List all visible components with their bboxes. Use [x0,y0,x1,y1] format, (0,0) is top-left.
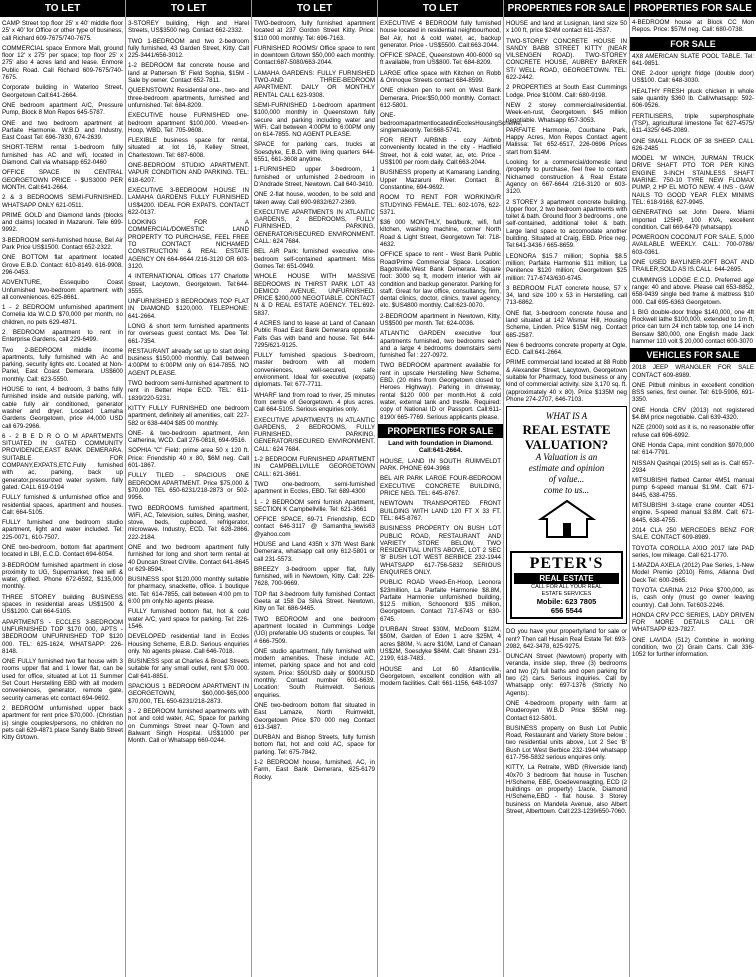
classified-ad: OFFICE SPACE, Queenstown 400-6000 sq ft available, from US$800. Tel: 684-8209. [380,52,501,67]
logo-sub: REAL ESTATE [514,573,619,584]
classified-ad: EXECUTIVE house FURNISHED one-bedroom apartment $100,000. Vreed-en-Hoop, WBD. Tel: 705-9608. [128,112,249,134]
classified-ad: 4X8 AMERICAN SLATE POOL TABLE. Tel: 641-9851. [632,52,754,67]
classified-ad: ONE 2-door upright fridge (double door) US$100. Call: 648-3030. [632,70,754,85]
classified-ad: MODEL 'M' WINCH, JURMAN TRUCK DRIVE SHAFT PTO TOR PER KING ENGINE 3-INCH STAINLESS SHAFT MARINE. 750-10 TYRE NEW FLOMAX PUMP, 2 HP EL MOTO NEW. 4 INS - GAW NAILS TO GOOD YEAR FLEX MINIMS TEL: 618-9168, 627-9945. [632,155,754,206]
classified-ad: CUMMINGS LODGE E.C.D. Preferred age range: 40 and above. Please call 653-8852, 658-9439 single bed frame & mattress $10 000. Call 695-6363 Georgetown. [632,276,754,306]
classified-ad: DEVELOPED residential land in Eccles Housing Scheme, E.B.D. Serious enquiries only. No agents please. Call 646-7018. [128,633,249,655]
logo-name: PETER'S [529,555,604,573]
valuation-ad [506,406,627,624]
classified-ad: ONE-bedroomapartmentlocatedinEcclesHousingScheme, singlemaleonly. Tel:668-5741. [380,112,523,134]
classified-ad: 2018 JEEP WRANGLER FOR SALE CONTACT 609-8989. [632,364,754,379]
ad-list [128,20,249,744]
classified-ad: ONE and two bedroom apartment fully furnished for long and short term rental at 40 Duncan Street C/Ville. Contact 641-8645 or 629-8594. [128,544,249,573]
logo-phone: Mobile: 623 7805 [536,597,597,607]
classified-ad: 1 - 2 BEDROOM unfurnished apartment Cornelia Ida W.C.D $70,000 per month, no children, no pets 629-4871. [2,304,123,326]
classified-ad: ONE Pitbull minibus in excellent condition BSS series, first owner. Tel: 619-5906, 691-3350. [632,381,754,404]
column-header: TO LET [126,0,251,17]
ad-line: of value... [548,474,585,485]
classified-ad: FULLY TILED - SPACIOUS ONE BEDROOM APARTMENT. Price $75,000 & $70,000 TEL 650-6231/218-2873 or 502-9956. [128,472,249,502]
classified-ad: 6 - 2 B E D R O O M APARTMENTS SITUATED IN GATED COMMUNITY PROVIDENCE,EAST BANK DEMERARA. SUITABLE FOR COMPANY,EXPATS,ETC.Fully furnished with ac, parking, back up generator,pressurized water system. fully gated. CALL 619-0194 [2,432,123,491]
classified-ad: SEMI-FURNISHED 1-bedroom apartment $100,000 monthly in Queenstown fully secure and parking including water and WiFi. Call between 4:00PM to 6:00PM only on 614-7855. NO AGENT PLEASE. [254,101,375,139]
classified-ad: HOUSE, LAND IN SOUTH RUIMVELDT PARK. PHONE 694-3968 [380,457,501,473]
classified-ad: ONE FULLY furnished two flat house with 3 rooms upper flat and 1 lower flat, can be used for office, situated at Lot 11 Summer Set Court Herstelling EBD with all modern conveniences, generator, remote gate, security cameras etc contact 694-9692. [2,658,123,702]
classified-ad: POMEROON COCONUT FOR SALE. 5,000 AVAILABLE WEEKLY. CALL: 700-0786/ 603-0361. [632,234,754,256]
ad-line: WHAT IS A [545,411,588,422]
classified-ad: ONE BOTTOM flat apartment located Grove E.B.D. Contact: 610-8149. 616-9908. 296-0453. [2,254,123,276]
classified-ad: APARTMENTS - ECCLES 3-BEDROOM UNFURNISHED TOP $170 000, APTS - 3BEDROOM UNFURNISHED TOP $120 000. TEL: 625-1624, WHATSAPP: 226-8148. [2,618,123,655]
classified-ad: HONDA CRV PCC SERIES, LADY DRIVEN FOR MORE DETAILS CALL OR WHATSAPP 623-7827. [632,611,754,634]
classified-ad: TOYOTA CARINA 212 Price $700,000, as is, cash only (must go owner leaving country). Call John. Tel:603-2246. [632,587,754,609]
classified-ad: MITSUBISHI 3-stage crane counter 4D51 engine, 5-speed manual $3.8M. Call: 671-8445, 638-4755. [632,502,754,524]
classified-ad: ONE two-bedroom, bottom flat apartment located in LBI, E.C.D. Contact 694-6054. [2,544,123,559]
classified-ad: NEW 2 storey commercial/residential. Week-en-rust, Georgetown. $45 million negotiable. Whatsapp 657-3053. [506,101,627,124]
column-header: PROPERTIES FOR SALE [630,0,756,17]
section-subtitle: Land with foundation in Diamond. Call:641-2664. [388,439,493,455]
classified-ad: 2 STOREY 3 apartment concrete building. Upper floor, 2 two bedroom apartments with toilet & bath. Ground floor 3 bedrooms , one self-contained, additional toilet & bath. Large land space to accomodate another building. Situated at Craig, EBD. Price neg. Tel:641-3436 / 665-8659. [506,198,627,250]
classified-ad: TWO BEDROOM apartment available for rent in upscale Herstelling New Scheme, EBD. (20 mins from Georgetown closed to Heroes Highway). Parking in driveway, rental $120 000 per month.Hot & cold water, external tank and trestle. Required: copy of National ID or Passport. Call:611-8190/ 665-7769. Serious applicants please. [380,362,501,421]
classified-ad: DO you have your property/land for sale or rent? Then call Husain Real Estate Tel: 693-2982, 642-3478, 625-9275. [506,628,627,650]
column-header: TO LET [378,0,503,17]
classified-ad: FOR RENT AIRBNB - cozy Airbnb conveniently located in the city - Hadfield Street, hot & cold water, ac, etc. Price - US$100 per room daily. Call:663-2044. [380,137,501,167]
classified-ad: BUSINESS spot at Charles & Broad Streets suitable for any small outlet, rent $70 000. Call 641-8851. [128,658,249,680]
ad-list [380,458,501,688]
column-1 [0,0,126,977]
classified-ad: CAMP Street top floor 25' x 40' middle floor 25' x 40' for Office or other type of business, call Richard 609-7675/740-7675. [2,20,123,42]
classified-ad: PUBLIC ROAD Vreed-En-Hoop, Leonora $23million, La Parfaite Harmonie $8.8M, Parfaite Harmonie unfurnished building, $12.5 million, Schoonord $35 million, Georgetown. Contact 717-6743 or 630-6745. [380,579,501,623]
classified-ad: HOUSE and Lot 60 Atlanticville, Georgetown, excellent condition with all modern facilities. Call: 661-1156, 648-1037 [380,665,501,688]
classified-ad: NEWTOWN TRANSPORTED FRONT BUILDING WITH LAND 120 FT X 33 FT. TEL: 645-8767. [380,500,501,522]
logo-tag: ESTATE SERVICES [541,590,592,597]
classified-ad: TWO-STOREY CONCRETE HOUSE IN SANDY BABB STREET KITTY (NEAR VILSENGEN ROAD). TWO-STOREY CONCRETE HOUSE, AUBREY BARKER ST/ WELL ROAD, GEORGETOWN. TEL: 622-2442. [506,37,627,82]
classified-ad: TWO one-bedroom, semi-furnished apartment in Eccles, EBD. Tel: 689-4300 [254,480,375,496]
classified-ad: LONG & short term furnished apartments for overseas guest contact Ms. Dee Tel: 661-7354. [128,322,249,345]
classified-ad: ONE chicken pen to rent on West Bank Demerara. Price:$50,000 monthly. Contact: 612-5801. [380,87,501,109]
classified-ad: ONE 4-bedroom property with farm at Pouderoyen W.B.D Price $55M neg. Contact 612-5801. [506,699,627,722]
classified-ad: LOOKING FOR A COMMERCIAL/DOMESTIC LAND PROPERTY TO PURCHASE, FEEL FREE TO CONTACT NICHAMED CONSTRUCTION & REAL ESTATE AGENCY ON 664-6644 /216-3120 OR 603-3120. [128,219,249,270]
classified-ad: LEONORA $15.7 million; Sophia $8.5 million; Parfaite Harmonie $11 million; La Penitence $120 million; Georgetown $25 million: 717-6743/630-6745. [506,252,627,282]
ad-list [632,19,754,34]
classified-ad: 3-BEDROOM semi-furnished house, Bel Air Park Price US$1500. Contact 652-2322. [2,236,123,252]
classified-ad: HEALTHY FRESH pluck chicken in whole sale quantity $360 lb. Call/whatsapp: 592-606-9526. [632,87,754,110]
classified-ad: 1-MAZDA AXELA (2012) Pae Series, 1-New Model Premio (2010) Rims, Allanna Dvd Deck Tel: 600-2665. [632,562,754,584]
ad-list [632,364,754,658]
classified-ad: ONE Honda CRV (2013) not registered $4.8M price negotiable. Call 639-4320. [632,406,754,422]
classified-ad: 1 - 2 BEDROOM semi furnish Apartment, SECTION K Campbellville. Tel: 621-3661 [254,498,375,513]
classified-ad: 4 INTERNATIONAL Offices 177 Charlotte Street, Lacytown, Georgetown. Tel:644-3555. [128,273,249,295]
classified-ad: ADVENTURE, Essequibo Coast Unfurnished two-bedroom apartment with all conveniences. 625-8661. [2,279,123,301]
classified-ad: RESTAURANT already set up to start doing business $150,000 monthly. Call between 4:00PM to 6:00PM only on 614-7855. NO AGENT PLEASE. [128,347,249,377]
classified-ad: TWO 1-BEDROOM and two 2-bedroom fully furnished, 43 Garden Street, Kitty. Call 225-3441/656-3012. [128,37,249,60]
classified-ad: OFFICE space to rent - West Bank Public Road/Prime Commercial Space. Location: Bagotsville,West Bank Demerara. Square foot: 3000 sq ft, modern interior with air condition and backup generator. Parking for staff. Great for law office, consultancy, firm, dental clinics, doctor, clinics, travel agency, etc. $US4800 monthly. Call:623-0070. [380,251,501,310]
classified-ad: BEL AIR PARK LARGE FOUR-BEDROOM EXECUTIVE CONCRETE BUILDING, PRICE NEG. TEL: 645-8767. [380,475,501,498]
ad-list [2,20,123,741]
classified-ad: 2014 CLA 250 MERCEDES BENZ FOR SALE. CONTACT 609-8989. [632,526,754,542]
classified-ad: Two 2-BEDROOM middle income apartments, fully furnished with Ac and parking, security lights etc. Located at Non-Pariel, East Coast Demerara. US$600 monthly. Call: 623-5550. [2,346,123,383]
classified-ad: PRIME GOLD and Diamond lands (blocks and claims) located in Mazaruni. Tele 699-9992. [2,211,123,234]
classified-ad: KITTY FULLY FURNISHED one bedroom apartment, definitely all amenities, call: 227-582 or 638-4404 $85 00 monthly. [128,404,249,427]
classified-ad: HOUSE and land at Lusignan, land size 50 x 100 ft, price $24M contact 611-2537. [506,20,627,35]
classified-ad: OFFICE SPACE IN CENTRAL GEORGETOWN PRICE - $US3000 PER MONTH. Call:641-2664. [2,169,123,191]
ad-line: VALUATION? [524,437,609,453]
classified-ad: FULLY furnished bottom flat, hot & cold water A/C, yard space for parking. Tel: 226-1546. [128,608,249,630]
classified-ad: EXECUTIVE 4 BEDROOM fully furnished house located in residential neighbourhood, Bel Air, hot & cold water, ac, backup generator. Price - US$5500. Call:663-2044. [380,20,501,49]
classified-ad: ONE two-bedroom bottom flat situated in East Lamaze, North Ruimveldt, Georgetown Price $70 000 neg Contact 613-3487. [254,701,375,731]
classified-ad: FERTILISERS, triple superphosphate (TSP), agricultural limestone Tel: 627-4575/ 611-4325/ 645-2089. [632,112,754,135]
classified-ad: TWO-bedroom, fully furnished apartment located at 237 Gordon Street Kitty. Price: $110 000 monthly. Tel: 696-7163. [254,20,375,42]
classified-ad: EXECUTIVE 3-BEDROOM HOUSE IN LAMAHA GARDENS FULLY FURNISHED US$4200. IDEAL FOR EXPATS. CONTACT 622-0137. [128,186,249,216]
ad-line: estimate and opinion [528,463,605,474]
ad-list [506,628,627,815]
classified-ad: HOUSE to rent, 4 bedroom, 3 baths fully furnished inside and outside parking, wifi, cable fully air conditioned, generator washer and dryer. Located Lamaha Gardens Georgetown, price #4,000 USD call 679-2966. [2,386,123,430]
column-5 [504,0,630,977]
classified-ad: Looking for a commercial/domestic land /property to purchase, feel free to contact Nichamed construction & Real Estate Agency on 667-6644 /216-3120 or 603-3120. [506,159,627,196]
classified-ad: 1-2 BEDROOM flat concrete house and land at Pattersen 'B' Field Sophia, $15M - Sale by owner. Contact 652-7811. [128,62,249,85]
classified-ad: 3 BEDROOM FLAT concrete house, 57 x 34, land size 100 x 53 in Herstelling, call 713-6862. [506,284,627,307]
classified-ad: PRIME commercial land located at 88 Robb & Alexander Street, Lacytown, Georgetown suitable for Pharmacy, food business or any kind of commercial activity. size 3,170 sq. ft. (approximately 40 x 80). Price $135M neg Phone 274-2707, 646-7103. [506,359,627,403]
classified-ad: SOPHIA "C" Field: prime area 50 x 120 ft. Price: Friendship 40 x 80, $6M neg. Call 601-1867. [128,447,249,470]
classified-ad: TOP flat 3-bedroom fully furnished Contact Geeta at 158 Da Silva Street. Newtown, Kitty on Tel: 686-9465. [254,590,375,613]
classified-ad: KITTY, La Retraite, WBD (Riverside land) 40x70 3 bedroom flat house in Tuschen H/Scheme, EBE, Goedeverwagting, ECD (2 buildings on property) 1/acre, Diamond H/Scheme,EBD - flat house. 3 Storey business on Mandela Avenue, also Albert Street, Alberttown. Call:223-1239/650-7060. [506,764,627,816]
classified-ad: 2 BEDROOM unfurnished upper back apartment for rent price $70,000. (Christian is) single couples/persons, no children no pets call 629-4871 place Sandy Babb Street Kitty Gt/town. [2,704,123,742]
logo-tag: CALL FOR ALL YOUR REAL [531,584,602,591]
classified-ad: ONE SMALL FLOCK OF 38 SHEEP. CALL 626-2485 [632,137,754,152]
column-header: PROPERTIES FOR SALE [504,0,629,17]
classified-ad: THREE STOREY building BUSINESS spaces in residential areas US$1500 & US$1200. Call 664-5105. [2,593,123,616]
classified-ad: ROOM TO RENT FOR WORKING/R STUDYING FEMALE. TEL: 602-1076, 622-5371. [380,194,501,216]
classified-ad: ONE LAVIDA (512) Combine in working condition, two (2) Grain Carts. Call 336-1052 for further information. [632,636,754,659]
house-icon [537,499,597,539]
classified-ad: ATLANTIC GARDEN executive four apartments furnished, two bedrooms each and a large 4 bedrooms downstairs semi furnished Tel : 227-0972. [380,330,501,360]
vehicles-header: VEHICLES FOR SALE [630,348,756,362]
classified-ad: TWO BEDROOMS furnished apartment, WiFi, AC, Television, suites, Dining, washer, stove, beds, cupboard, refrigerator, microwave. Industry, ECD. Tel: 628-2866. 222-2184. [128,504,249,541]
ad-list [632,53,754,346]
classified-ad: New 6 bedrooms concrete property at Ogle, ECD. Call:641-2664. [506,341,627,357]
classified-ad: UNFURNISHED 3 BEDROOMS TOP FLAT IN DIAMOND $120,000. TELEPHONE: 641-2664. [128,298,249,320]
classified-ad: TOYOTA COROLLA AXIO 2017 late PAD series, low mileage. Call 621-1770. [632,544,754,559]
classified-ad: BREEZY 3-bedroom upper flat, fully furnished, wifi in Newtown, Kitty. Call: 226-7628, 700-9669. [254,565,375,588]
classified-ad: SPACIOUS 1 BEDROOM APARTMENT IN GEORGETOWN, $60,000-$65,000 $70,000, TEL 650-6231/218-2873. [128,683,249,705]
classified-ad: ONE 2-flat house, wooden, to be sold and taken away. Call 690-9832/627-2369. [254,191,375,206]
classified-ad: 1-FURNISHED upper 3-bedroom, 1 furnished or unfurnished 2-bedroom in D'Andrade Street, Newtown. Call 640-3410. [254,166,375,188]
classified-ad: 3-BEDROOM furnished apartment in close proximity to UG, Supermarket, free wifi & water, grilled. Phone 672-6592, $135,000 monthly. [2,561,123,591]
classified-ad: COMMERCIAL space Enmore Mall, ground floor 12' x 275' per space; top floor 25' x 275' also 4 acres land and lease. Enmore Public Road. Call Richard 609-7675/740-7675. [2,44,123,82]
column-6 [630,0,756,977]
logo-phone: 656 5544 [550,606,583,616]
classified-ad: ONE studio apartment, fully furnished with modern amenities. These include AC, internet, parking space and hot and cold system. Price: $50USD daily or $900USD monthly. Contact number 601-6639. Location: South Ruimveldt. Serious enquiries. [254,647,375,699]
classified-ad: BUSINESS property at Kamarang Landing, Upper Mazaruni River. Contact B. Constantine, 694-9692. [380,169,501,191]
column-4 [378,0,523,977]
classified-ad: BUSINESS PROPERTY ON BUSH LOT PUBLIC ROAD, RESTAURANT AND VARIETY STORE BELOW, TWO RESIDENTIAL UNITS ABOVE, LOT 2 SEC 'B' BUSH LOT WEST BERBICE 232-1944 WHATSAPP 617-756-5832 SERIOUS ENQUIRES ONLY. [380,525,501,576]
properties-header: PROPERTIES FOR SALE [378,424,503,438]
classified-ad: FULLY furnished one bedroom studio apartment, light and water included. Tel: 225-0071, 610-7507. [2,519,123,541]
classified-ad: NZE (2000) sold as it is, no reasonable offer refuse call 696-6992. [632,424,754,439]
classified-ad: FULLY furnished spacious 3-bedroom, master bedroom with all modern conveniences, well-secured, safe environment. Ideal for executive (expats) diplomats. Tel: 677-7711. [254,352,375,389]
ad-list [254,20,375,781]
classified-ad: WHARF land from road to river, 25 minutes from centre of Georgetown. 4 plus acres. Call 664-5105. Serious enquiries only. [254,391,375,414]
classified-ad: ONE USED BAYLINER-20FT BOAT AND TRAILER,SOLD AS IS.CALL: 644-2695. [632,259,754,274]
classified-ad: 2 PROPERTIES at South East Cummings Lodge. Price $100M. Call: 680-9198. [506,84,627,99]
classified-ad: 4-BEDROOM house at Block CC Mon Repos. Price: $57M neg. Call: 680-0738. [632,19,754,34]
classified-ad: OFFICE SPACE, 69-71 Friendship, ECD contact 646-3117 @ Samantha_lewis63 @yahoo.com [254,516,375,538]
classified-ad: ONE flat, 3-bedroom concrete house and land situated at 142 Wismar Hill, Housing Scheme, Linden. Price $15M neg. Contact 685-2587. [506,309,627,339]
column-header: TO LET [0,0,125,17]
column-header: TO LET [252,0,377,17]
classified-ad: BEL AIR Park: furnished executive one-bedroom self-contained apartment. Miss Gomes Tel: 651-0949. [254,248,375,270]
classified-ad: GENERATING set John Deere. Miami imported 125HP, 100 KVA, excellent condition. Call 669-6479 (whatsapp). [632,209,754,231]
classified-ad: ONE bedroom apartment A/C, Pressure Pump, Block 8 Mon Repos 645-5787. [2,101,123,117]
classified-ad: BUSINESS spot $120,000 monthly suitable for pharmacy, snackette, office. 1 boutique etc. Tel: 614-7855, call between 4:00 pm to 6:00 pm only.No agents please. [128,576,249,606]
ad-list [380,20,523,421]
classified-ad: SHORT-TERM rental 1-bedroom fully furnished has AC and wifi, located in Diamond. Call via whatsapp 652-0460 [2,144,123,167]
classified-ad: TWO bedroom semi-furnished apartment to rent in Better Hope ECD. TEL: 611-1839/220-5231. [128,380,249,402]
classified-ad: 2 BEDROOM apartment to rent in Enterprise Gardens, call 229-6499. [2,328,123,344]
classified-ad: DURBAN and Bishop Streets, fully furnish bottom flat, hot and cold AC, space for parking. Tel: 675-7842. [254,734,375,756]
classified-ad: 1 BIG double-door fridge $140,000, one 4ft Rockwell lathe $100,000, extended to 1m ft, price can turn 24 inch table top, one 14 inch Bensaw $80,000, one English made Jack hammer 110 volt $ 20,000 contact 600-3070 [632,308,754,345]
classified-ad: 2-BEDROOM apartment in Newtown, Kitty. US$500 per month. Tel: 624-0036. [380,312,501,327]
classified-ad: LARGE office space with Kitchen on Robb & Orinoque Streets contact 684-8599. [380,69,501,85]
classified-ad: HOUSE and Land 435ft x 37ft West Bank Demerara, whatsapp call only 612-5801 or call 231-5573. [254,541,375,563]
column-3 [252,0,378,977]
column-2 [126,0,252,977]
classified-ad: QUEENSTOWN: Residential one-, two- and three-bedroom apartments, furnished and unfurnished. Tel: 684-8209. [128,87,249,109]
classified-ad: DUNCAN Street (Newtown) property with veranda, inside step, three (3) bedrooms and two (2) full baths and open parking for two (2) cars. Serious inquiries. Call by Whatsapp only: 697-1376 (Strictly No Agents). [506,653,627,697]
classified-ad: ONE and two bedroom apartment at Parfaite Harmonie. W.B.D and Industry, East Coast Tel: 696-7830, 674-2639. [2,119,123,142]
ad-line: REAL ESTATE [522,422,611,438]
ad-line: A Valuation is an [535,452,598,463]
classified-ad: MITSUBISHI flatbed Canter 4M51 manual pump 6-speed manual $1.9M. Call: 671-8445, 638-4755. [632,477,754,499]
classified-ad: FULLY furnished & unfurnished office and residential spaces, apartment and houses. Call: 664-5105. [2,494,123,516]
classified-ad: 1-2 BEDROOM house, furnished, AC, in Farm, East Bank Demerara, 625-6179 Rocky. [254,759,375,781]
classified-ad: WHOLE HOUSE WITH MASSIVE BEDROOMS IN THIRST PARK LOT 43 DEMICO AVENUE, UNFURNISHED. PRICE $200,000 NEGOTIABLE. CONTACT N & D REAL ESTATE AGENCY. TEL:692-5837. [254,273,375,317]
classified-ad: Corporate building in Waterloo Street, Georgetown Call:641-2664. [2,84,123,99]
for-sale-header: FOR SALE [630,37,756,51]
classified-ad: EXECUTIVE APARTMENTS IN ATLANTIC GARDENS, 2 BEDROOMS, FULLY FURNISHED, PARKING, GENERATOR/SECURED ENVIRONMENT. CALL: 624 7684. [254,416,375,453]
classified-ad: ONE- & two-bedroom apartment, Ann Catherina, WCD. Call 276-0818, 694-9516. [128,429,249,445]
classified-ad: TWO BEDROOM and one bedroom apartment located in Cummings Lodge (UG) preferable UG students or couples. Tel # 666-7509. [254,615,375,645]
classified-ad: 4 ACRES land to lease at Land of Canaan Public Road East Bank Demerara opposite Falls Gas with band and house. Tel: 644-7295/621-9125. [254,319,375,349]
classified-ad: FURNISHED ROOMS/ Office space to rent in downtown G/town $50,000 each monthly. Contact:687-5080/663-2044. [254,44,375,67]
classified-ad: D'URBAN Street $30M, McDoom $12M, $50M, Garden of Eden 1 acre $25M, 4 acres $80M, ¼ acre $10M, Land of Canaan US$2M, Soesdyke $84M. Call: Shawn 231-2199, 618-7483. [380,626,501,663]
classified-ad: LAMAHA GARDENS: FULLY FURNISHED TWO-AND THREE-BEDROOM APARTMENT. DAILY OR MONTHLY RENTAL CALL 623-9308. [254,69,375,99]
ad-list [506,20,627,403]
classified-ad: 3 - 2 BEDROOM furnished apartments with hot and cold water, AC, Space for parking on Cummings Street near Q-Town and Balwant Singh Hospital. US$1000 per Month. Call or Whatsapp 660-0244. [128,707,249,745]
classified-ad: 1-2 BEDROOM FURNISHED APARTMENT IN CAMPBELLVILLE GEORGETOWN CALL: 621-3661. [254,456,375,478]
classified-ad: ONE-BEDROOM STUDIO APARTMENT. VAPUR CONDITION AND PARKING. TEL: 618-6207. [128,162,249,184]
classified-ad: $36 000 MONTHLY, bed/bunk, wifi, full kitchen, washing machine, corner North Road & Light Street, Georgetown Tel: 718-4632. [380,219,501,249]
classified-ad: 3-STOREY building, High and Harel Streets, US$3500 neg. Contact 662-2332. [128,20,249,35]
classified-ad: FLEXIBLE business space for rental, situated at lot 16, Kelley Street, Charlestown. Tel: 687-6008. [128,137,249,159]
ad-line: come to us... [543,485,590,496]
logo [510,551,623,619]
classified-ad: PARFAITE Harmonie, Courbane Park, Happy Acres, Mon Repos Contact agent Malissa: Tel: 652-6517, 226-0696 Prices start from $14M. [506,126,627,156]
classified-ad: 2 & 3 BEDROOMS SEMI-FURNISHED. WHATSAPP ONLY 621-0511. [2,194,123,209]
classified-ad: ONE Honda Capa, mint condition $970,000 tel: 614-7791. [632,441,754,457]
classified-ad: BUSINESS property on Bush Lot Public Road, Restaurant and Variety Store below ; two residential units above, Lot 2 Sec 'B' Bush Lot West Berbice 232-1944 whatsapp 617-756-5832 serious enquires only. [506,724,627,761]
classified-ad: SPACE for parking cars, trucks at Soesdyke, E.B.D. with living quarters 644-6551, 661-3608 anytime. [254,141,375,164]
classified-ad: NISSAN Qashqai (2015) sell as is. Call 657-2934 [632,459,754,474]
classified-ad: EXECUTIVE APARTMENTS IN ATLANTIC GARDENS, 2 BEDROOMS, FULLY FURNISHED, PARKING, GENERATOR/SECURED ENVIRONMENT. CALL: 624 7684. [254,208,375,246]
